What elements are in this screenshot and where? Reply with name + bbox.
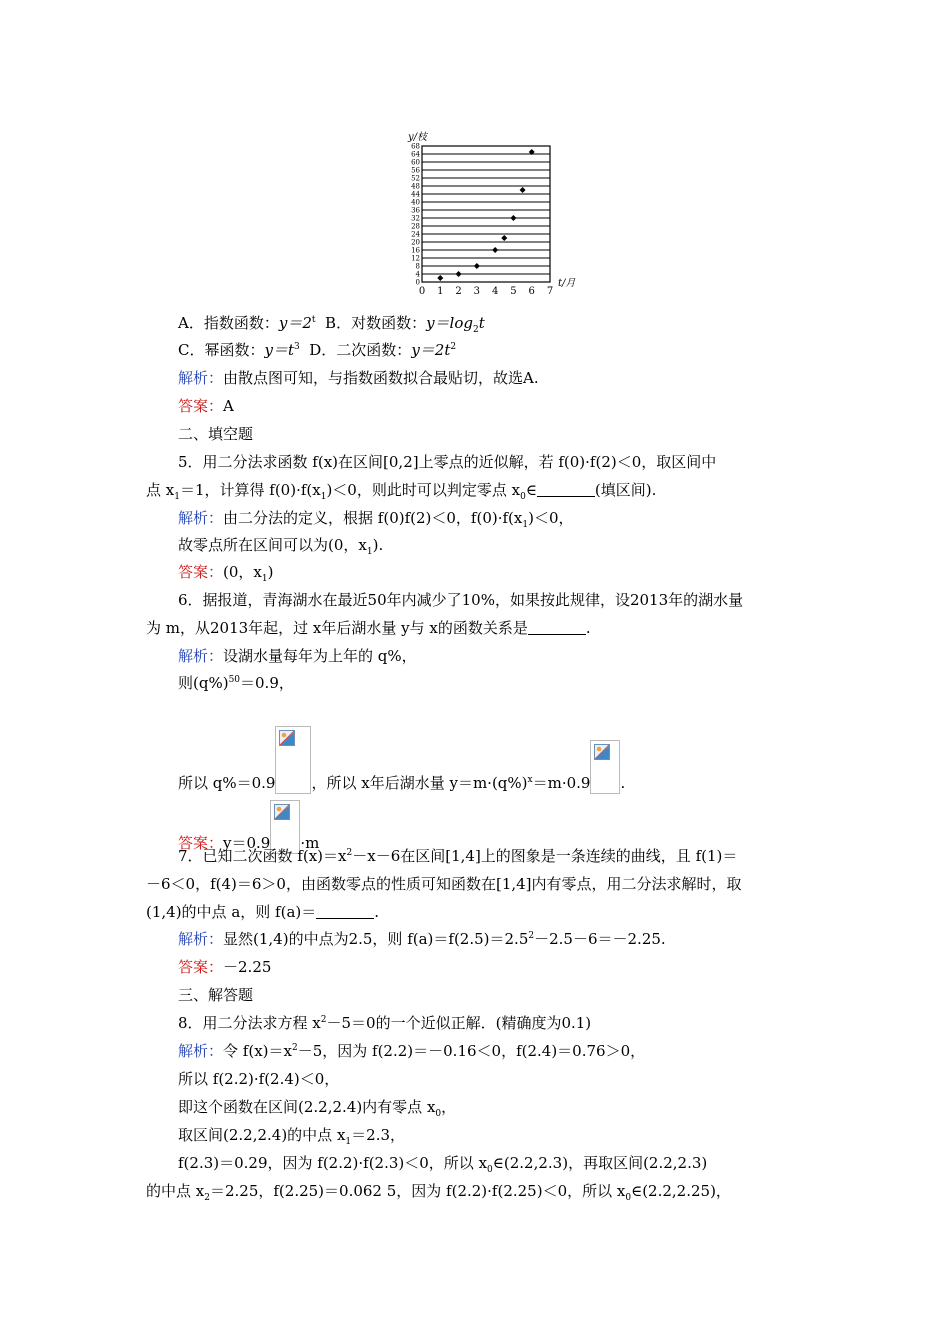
q8-analysis-2: 所以 f(2.2)·f(2.4)＜0， — [178, 1070, 340, 1088]
q5-line2: 点 $x_1=1$，计算得 $f(0)\cdot f(x_1)<0$，则此时可以判定零点 $x_0\in$ (填区间). — [146, 481, 657, 502]
y-tick-label: 68 — [411, 142, 420, 151]
q8-analysis-3: 即这个函数在区间(2.2,2.4)内有零点 $x_0$， — [178, 1098, 457, 1119]
q5-analysis-2: 故零点所在区间可以为(0，$x_1$). — [178, 536, 384, 557]
q5-answer: 答案：(0，$x_1$) — [178, 563, 274, 584]
data-point — [456, 271, 462, 277]
y-tick-label: 28 — [411, 222, 420, 231]
y-axis-label: y/枝 — [408, 132, 428, 143]
x-tick-label: 4 — [491, 286, 499, 296]
y-tick-label: 8 — [415, 262, 420, 271]
q8-line1: 8．用二分法求方程 $x^2-5=0$的一个近似正解．(精确度为0.1) — [178, 1014, 592, 1032]
x-tick-label: 3 — [473, 286, 481, 296]
q6-line1: 6．据报道，青海湖水在最近50年内减少了10%，如果按此规律，设2013年的湖水量 — [178, 591, 744, 609]
y-tick-label: 4 — [415, 270, 420, 279]
x-tick-label: 5 — [510, 286, 517, 296]
y-tick-label: 60 — [411, 158, 420, 167]
y-tick-label: 52 — [411, 174, 420, 183]
y-tick-label: 16 — [411, 246, 420, 255]
broken-image-icon — [275, 726, 311, 794]
y-tick-label: 20 — [411, 238, 420, 247]
y-tick-label: 0 — [415, 278, 420, 287]
data-point — [474, 263, 480, 269]
q5-line1: 5．用二分法求函数 f(x)在区间[0,2]上零点的近似解，若 f(0)·f(2)＜0，取区间中 — [178, 453, 717, 471]
q7-line2: －6＜0，f(4)＝6＞0，由函数零点的性质可知函数在[1,4]内有零点，用二分法求解时，取 — [146, 875, 742, 893]
y-tick-label: 40 — [411, 198, 420, 207]
q8-analysis-5: f(2.3)＝0.29，因为 f(2.2)·f(2.3)＜0，所以 $x_0\in(2.2,2.3)$，再取区间(2.2,2.3) — [178, 1154, 708, 1175]
section-fill-blank: 二、填空题 — [178, 425, 254, 443]
x-tick-label: 6 — [528, 286, 535, 296]
data-point — [510, 215, 516, 221]
option-line-cd: C．幂函数：$y=t^3$ D．二次函数：$y=2t^2$ — [178, 341, 457, 359]
x-tick-label: 1 — [437, 286, 444, 296]
q6-line2: 为 m，从2013年起，过 x年后湖水量 y与 x的函数关系是 . — [146, 619, 591, 637]
y-tick-label: 36 — [411, 206, 420, 215]
q8-analysis-1: 解析：令 $f(x)=x^2-5$，因为 f(2.2)＝－0.16＜0，f(2.4)＝0.76＞0， — [178, 1042, 646, 1060]
plot-frame — [422, 146, 550, 282]
answer-blank — [316, 904, 374, 919]
y-tick-label: 56 — [411, 166, 420, 175]
broken-image-icon — [590, 740, 620, 794]
q8-analysis-6: 的中点 $x_2=2.25$，f(2.25)＝0.062 5，因为 f(2.2)·f(2.25)＜0，所以 $x_0\in(2.2,2.25)$， — [146, 1182, 731, 1203]
q7-analysis: 解析：显然(1,4)的中点为2.5，则 $f(a)=f(2.5)=2.5^2-2.5-6=-2.25$. — [178, 930, 666, 948]
data-point — [492, 247, 498, 253]
x-tick-label: 7 — [546, 286, 554, 296]
y-tick-label: 24 — [411, 230, 420, 239]
data-point — [501, 235, 507, 241]
answer-blank — [528, 620, 586, 635]
q6-analysis-3: 所以 q%＝0.9 ，所以 x年后湖水量 $y=m\cdot(q\%)^x=m\cdot 0.9$ . — [178, 726, 625, 794]
x-axis-label: t/月 — [558, 278, 576, 289]
q5-analysis-1: 解析：由二分法的定义，根据 f(0)f(2)＜0，$f(0)\cdot f(x_1)<0$， — [178, 509, 574, 530]
y-tick-label: 48 — [411, 182, 420, 191]
q4-answer: 答案：A — [178, 397, 234, 415]
q6-answer: 答案：y＝0.9 ·m — [178, 800, 319, 854]
q7-line1: 7．已知二次函数 $f(x)=x^2-x-6$在区间[1,4]上的图象是一条连续的曲线，且 f(1)＝ — [178, 847, 738, 865]
data-point — [520, 187, 526, 193]
y-tick-label: 64 — [411, 150, 420, 159]
q6-analysis-1: 解析：设湖水量每年为上年的 q%， — [178, 647, 417, 665]
q7-line3: (1,4)的中点 a，则 f(a)＝ . — [146, 903, 380, 921]
x-tick-label: 0 — [418, 286, 426, 296]
y-tick-label: 12 — [411, 254, 420, 263]
y-tick-label: 32 — [411, 214, 420, 223]
scatter-chart — [400, 124, 590, 296]
q8-analysis-4: 取区间(2.2,2.4)的中点 $x_1=2.3$， — [178, 1126, 406, 1147]
q6-analysis-2: 则$(q\%)^{50}=0.9$， — [178, 674, 294, 692]
q4-analysis: 解析：由散点图可知，与指数函数拟合最贴切，故选A. — [178, 369, 539, 387]
answer-blank — [537, 482, 595, 497]
q7-answer: 答案：－2.25 — [178, 958, 272, 976]
section-solve: 三、解答题 — [178, 986, 254, 1004]
y-tick-label: 44 — [411, 190, 420, 199]
x-tick-label: 2 — [455, 286, 462, 296]
option-line-ab: A．指数函数：$y=2^t$ B．对数函数：$y=\log_2t$ — [178, 314, 485, 335]
data-point — [437, 275, 443, 281]
